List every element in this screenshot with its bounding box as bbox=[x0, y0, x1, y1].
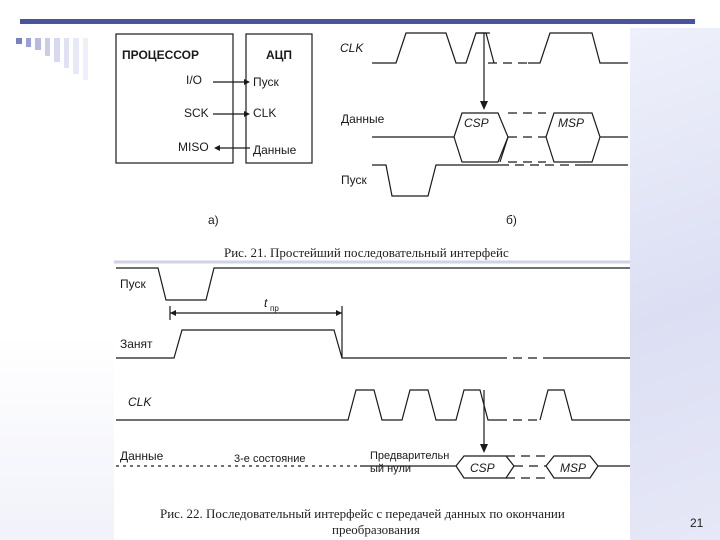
fig22-busy-wave bbox=[116, 330, 498, 358]
page-number: 21 bbox=[690, 516, 704, 530]
fig21-caption: Рис. 21. Простейший последовательный интерфейс bbox=[224, 245, 509, 260]
fig22-data-label: Данные bbox=[120, 449, 164, 463]
fig22-prelim-line2: ый нули bbox=[370, 463, 412, 475]
adc-title: АЦП bbox=[266, 48, 293, 62]
fig22-tpr-arrow-right bbox=[336, 310, 342, 316]
arrow-clk bbox=[244, 111, 250, 117]
adc-data-label: Данные bbox=[253, 143, 297, 157]
arrow-miso bbox=[214, 145, 220, 151]
fig22-start-label: Пуск bbox=[120, 277, 146, 291]
fig22-busy-label: Занят bbox=[120, 337, 153, 351]
label-b: б) bbox=[506, 213, 517, 227]
adc-clk-label: CLK bbox=[253, 106, 277, 120]
processor-title: ПРОЦЕССОР bbox=[122, 48, 199, 62]
fig21-msp-label: MSP bbox=[558, 116, 585, 130]
fig22-msp-label: MSP bbox=[560, 461, 587, 475]
fig22-prelim-line1: Предварительн bbox=[370, 450, 450, 462]
fig22-csp-label: CSP bbox=[470, 461, 495, 475]
processor-miso-label: MISO bbox=[178, 140, 209, 154]
fig22-tpr-symbol: t bbox=[264, 296, 268, 310]
fig21-sync-arrow-head bbox=[480, 101, 488, 110]
fig21-csp-label: CSP bbox=[464, 116, 489, 130]
fig21-clk-label: CLK bbox=[340, 41, 364, 55]
processor-io-label: I/O bbox=[186, 73, 203, 87]
fig21-start-label: Пуск bbox=[341, 173, 367, 187]
label-a: а) bbox=[208, 213, 219, 227]
processor-sck-label: SCK bbox=[184, 106, 209, 120]
fig21-data-label: Данные bbox=[341, 112, 385, 126]
fig22-tpr-arrow-left bbox=[170, 310, 176, 316]
fig22-clk-label: CLK bbox=[128, 395, 152, 409]
fig21-start-wave bbox=[372, 165, 500, 196]
fig22-tpr-subscript: пр bbox=[270, 304, 279, 313]
fig22-caption-line2: преобразования bbox=[332, 522, 420, 537]
fig22-sync-arrow-head bbox=[480, 444, 488, 453]
fig22-three-state-label: 3-е состояние bbox=[234, 453, 306, 465]
adc-start-label: Пуск bbox=[253, 75, 279, 89]
fig22-clk-wave bbox=[116, 390, 498, 420]
fig22-start-wave bbox=[116, 268, 630, 300]
arrow-start bbox=[244, 79, 250, 85]
fig21-clk-wave bbox=[372, 33, 488, 63]
fig21-clk-wave-2 bbox=[528, 33, 628, 63]
fig22-caption-line1: Рис. 22. Последовательный интерфейс с передачей данных по окончании bbox=[160, 506, 565, 521]
